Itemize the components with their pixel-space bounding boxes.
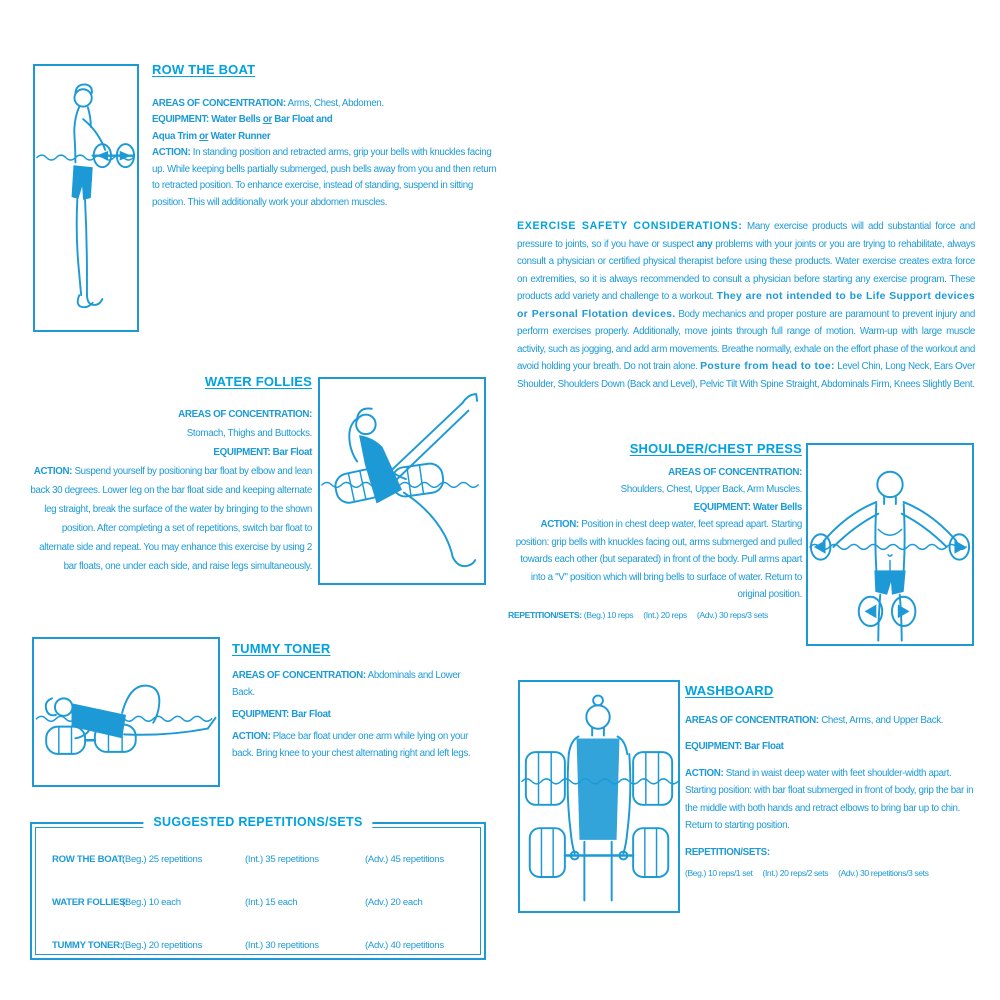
beginner-cell: (Beg.) 25 repetitions	[122, 854, 203, 865]
areas-value: Stomach, Thighs and Buttocks.	[186, 428, 312, 439]
equipment-text: Water Runner	[208, 130, 271, 142]
action-label: ACTION:	[152, 147, 191, 158]
reps-advanced: (Adv.) 30 repetitions/3 sets	[838, 868, 929, 878]
equipment-text: Bar Float and	[271, 114, 333, 125]
action-label: ACTION:	[232, 731, 271, 742]
equipment-line: EQUIPMENT: Bar Float	[685, 741, 784, 752]
action-line	[232, 728, 482, 762]
advanced-cell: (Adv.) 40 repetitions	[365, 940, 444, 951]
areas-label: AREAS OF CONCENTRATION:	[152, 97, 286, 109]
table-row	[32, 897, 484, 912]
areas-line	[685, 712, 979, 730]
reps-intermediate: (Int.) 20 reps	[643, 609, 687, 620]
safety-text: problems with your joints or you are trying to rehabilitate, always consult a physician or certified physical therapist before using these products. Water exercise creates extra force on extremities, so it is always recommended to consult a physician before starting any exercise program. These products add variety and challenge to a workout.	[517, 238, 975, 302]
row-label: ROW THE BOAT:	[52, 854, 125, 865]
intermediate-cell: (Int.) 15 each	[245, 897, 298, 908]
reps-intermediate: (Int.) 20 reps/2 sets	[762, 868, 829, 878]
repetition-sets-label: REPETITION/SETS:	[508, 609, 582, 620]
row-label: TUMMY TONER:	[52, 940, 123, 951]
washboard-illustration	[518, 680, 680, 913]
areas-label: AREAS OF CONCENTRATION:	[232, 670, 366, 681]
shoulder-chest-press-illustration	[806, 443, 974, 646]
person-lying-back-bar-float-drawing	[34, 639, 218, 785]
action-line	[685, 765, 979, 835]
beginner-cell: (Beg.) 10 each	[122, 897, 181, 908]
intermediate-cell: (Int.) 35 repetitions	[245, 854, 319, 865]
safety-emphasis-life-support: They are not intended to be Life Support devices or Personal Flotation devices.	[517, 291, 975, 320]
equipment-text: Aqua Trim	[152, 130, 200, 142]
advanced-cell: (Adv.) 45 repetitions	[365, 854, 444, 865]
areas-line	[152, 96, 504, 113]
action-line	[28, 462, 312, 576]
table-row	[32, 940, 484, 955]
areas-label: AREAS OF CONCENTRATION:	[685, 714, 819, 726]
section-tummy-toner	[232, 640, 482, 767]
action-label: ACTION:	[540, 519, 579, 530]
woman-bar-floats-chest-drawing	[520, 682, 678, 911]
safety-emphasis-any: any	[696, 238, 713, 250]
action-text: Suspend yourself by positioning bar float by elbow and lean back 30 degrees. Lower leg on the bar float side and keeping alternate leg straight, break the surface of the water by bringing to the shown position. After completing a set of repetitions, switch bar float to alternate side and repeat. You may enhance this exercise by using 2 bar floats, one under each side, and raise legs simultaneously.	[30, 466, 312, 572]
water-follies-title: WATER FOLLIES	[204, 374, 312, 389]
safety-text: Body mechanics and proper posture are paramount to prevent injury and perform exercises properly. Additionally, move joints through full range of motion. Warm-up with large muscle activity, such as jogging, and add arm movements. Breathe normally, exhale on the effort phase of the workout and avoid holding your breath. Do not train alone.	[517, 308, 975, 372]
row-the-boat-title: ROW THE BOAT	[152, 62, 256, 77]
intermediate-cell: (Int.) 30 repetitions	[245, 940, 319, 951]
section-shoulder-chest-press	[508, 440, 802, 624]
areas-line	[232, 667, 482, 701]
man-arms-spread-water-bells-drawing	[808, 445, 972, 644]
action-text: Stand in waist deep water with feet shoulder-width apart. Starting position: with bar float submerged in front of body, grip the bar in the middle with both hands and retract elbows to bring bar up to chin. Return to starting position.	[685, 767, 974, 831]
advanced-cell: (Adv.) 20 each	[365, 897, 423, 908]
areas-value: Shoulders, Chest, Upper Back, Arm Muscles.	[620, 484, 802, 495]
repetition-sets-label: REPETITION/SETS:	[685, 846, 770, 858]
tummy-toner-illustration	[32, 637, 220, 787]
table-inner-border	[35, 827, 481, 955]
exercise-safety-considerations	[517, 218, 975, 393]
action-line	[152, 145, 504, 211]
repetition-sets-line	[508, 607, 802, 625]
standing-man-water-bells-drawing	[35, 66, 137, 330]
washboard-title: WASHBOARD	[685, 683, 774, 698]
section-water-follies	[28, 372, 312, 576]
safety-heading: EXERCISE SAFETY CONSIDERATIONS:	[517, 220, 743, 232]
shoulder-chest-press-title: SHOULDER/CHEST PRESS	[629, 441, 802, 456]
areas-value: Abdominals and Lower Back.	[232, 670, 461, 698]
equipment-line: EQUIPMENT: Bar Float	[213, 447, 312, 458]
equipment-line-1	[152, 112, 504, 129]
action-text: Position in chest deep water, feet spread apart. Starting position: grip bells with knuckles facing out, arms submerged and pulled towards each other (but separated) in front of the body. Pull arms apart into a "V" position which will bring bells to surface of water. Return to original position.	[515, 519, 802, 600]
equipment-line: EQUIPMENT: Bar Float	[232, 709, 331, 720]
beginner-cell: (Beg.) 20 repetitions	[122, 940, 203, 951]
areas-value: Arms, Chest, Abdomen.	[287, 97, 384, 109]
repetition-sets-values	[685, 865, 979, 883]
equipment-text: EQUIPMENT: Water Bells	[152, 114, 263, 125]
areas-label: AREAS OF CONCENTRATION:	[668, 466, 802, 478]
section-row-the-boat	[152, 62, 504, 211]
safety-text: Level Chin, Long Neck, Ears Over Shoulder, Shoulders Down (Back and Level), Pelvic Tilt With Spine Straight, Abdominals Firm, Knees Slightly Bent.	[517, 361, 975, 390]
table-row	[32, 854, 484, 869]
section-washboard	[685, 682, 979, 892]
action-text: Place bar float under one arm while lying on your back. Bring knee to your chest alternating right and left legs.	[232, 731, 471, 759]
safety-emphasis-posture: Posture from head to toe:	[700, 361, 835, 372]
tummy-toner-title: TUMMY TONER	[232, 641, 331, 656]
areas-value: Chest, Arms, and Upper Back.	[821, 714, 944, 726]
action-label: ACTION:	[33, 466, 73, 477]
reps-advanced: (Adv.) 30 reps/3 sets	[696, 609, 768, 620]
or-underlined: or	[199, 130, 209, 142]
or-underlined: or	[262, 114, 272, 125]
reclining-woman-bar-floats-drawing	[320, 379, 484, 583]
safety-text: Many exercise products will add substantial force and pressure to joints, so if you have or suspect	[517, 221, 975, 250]
equipment-line: EQUIPMENT: Water Bells	[693, 501, 802, 513]
action-line	[508, 516, 802, 604]
reps-beginner: (Beg.) 10 reps/1 set	[685, 868, 753, 878]
suggested-repetitions-table	[30, 815, 486, 960]
action-text: In standing position and retracted arms, grip your bells with knuckles facing up. While keeping bells partially submerged, push bells away from you and then return to retracted position. To enhance exercise, instead of standing, suspend in sitting position. This will additionally work your abdomen muscles.	[152, 147, 497, 208]
row-label: WATER FOLLIES:	[52, 897, 129, 908]
water-follies-illustration	[318, 377, 486, 585]
areas-label: AREAS OF CONCENTRATION:	[178, 409, 312, 420]
reps-beginner: (Beg.) 10 reps	[583, 609, 634, 620]
table-title: SUGGESTED REPETITIONS/SETS	[143, 815, 372, 829]
row-the-boat-illustration	[33, 64, 139, 332]
action-label: ACTION:	[685, 767, 724, 779]
equipment-line-2	[152, 129, 504, 146]
